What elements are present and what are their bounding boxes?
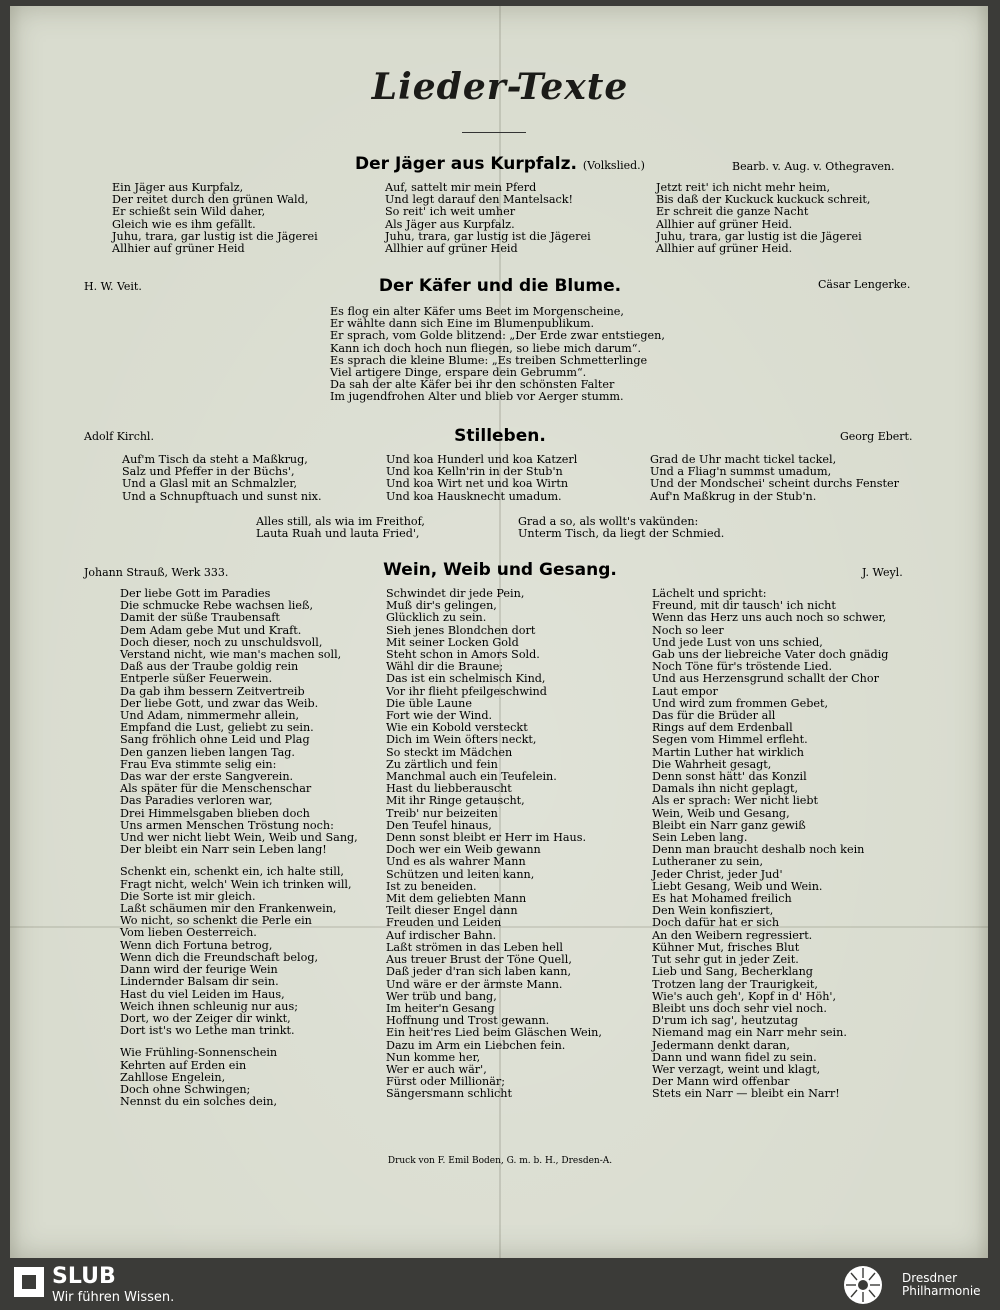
lyric-line: Daß jeder d'ran sich laben kann, bbox=[386, 965, 572, 979]
lyric-line: Hast du viel Leiden im Haus, bbox=[120, 987, 285, 1001]
lyric-line: Bis daß der Kuckuck kuckuck schreit, bbox=[656, 193, 871, 207]
composer-credit: Bearb. v. Aug. v. Othegraven. bbox=[732, 160, 895, 173]
lyric-line: Alles still, als wia im Freithof, bbox=[256, 515, 425, 528]
lyric-line: Vor ihr flieht pfeilgeschwind bbox=[386, 684, 547, 698]
lyric-line: Doch wer ein Weib gewann bbox=[386, 843, 541, 857]
lyric-line: Grad a so, als wollt's vakünden: bbox=[518, 515, 699, 528]
slub-logo-icon bbox=[14, 1267, 44, 1297]
lyric-line: Lieb und Sang, Becherklang bbox=[652, 965, 813, 979]
lyric-line: Damit der süße Traubensaft bbox=[120, 611, 280, 625]
lyric-line: Dazu im Arm ein Liebchen fein. bbox=[386, 1038, 566, 1052]
lyric-line: Und koa Hunderl und koa Katzerl bbox=[386, 453, 578, 466]
lyric-line: Empfand die Lust, geliebt zu sein. bbox=[120, 721, 314, 735]
lyric-line: Auf, sattelt mir mein Pferd bbox=[385, 181, 537, 194]
lyric-line: Segen vom Himmel erfleht. bbox=[652, 733, 808, 747]
lyric-line: Lauta Ruah und lauta Fried', bbox=[256, 527, 420, 541]
lyric-line: Es hat Mohamed freilich bbox=[652, 892, 792, 906]
lyric-line: Fragt nicht, welch' Wein ich trinken will, bbox=[120, 877, 352, 891]
lyric-line: Kühner Mut, frisches Blut bbox=[652, 940, 800, 954]
lyric-line: Nennst du ein solches dein, bbox=[120, 1095, 278, 1109]
lyric-line: Und a Glasl mit an Schmalzler, bbox=[122, 477, 298, 491]
lyric-line: Er wählte dann sich Eine im Blumenpublikum. bbox=[330, 317, 595, 331]
lyric-line: Auf'm Tisch da steht a Maßkrug, bbox=[122, 453, 308, 466]
lyric-line: Auf irdischer Bahn. bbox=[386, 928, 497, 942]
lyric-line: Laut empor bbox=[652, 684, 718, 698]
lyric-line: Daß aus der Traube goldig rein bbox=[120, 660, 299, 674]
lyric-line: Wer er auch wär', bbox=[386, 1062, 487, 1076]
lyric-line: Freuden und Leiden bbox=[386, 916, 502, 930]
lyric-line: Doch ohne Schwingen; bbox=[120, 1082, 251, 1096]
lyric-line: Sängersmann schlicht bbox=[386, 1087, 512, 1101]
lyric-line: Die Wahrheit gesagt, bbox=[652, 757, 772, 771]
partner-name bbox=[902, 1272, 981, 1298]
lyric-line: Wenn das Herz uns auch noch so schwer, bbox=[652, 611, 887, 625]
lyric-line: Dort, wo der Zeiger dir winkt, bbox=[120, 1011, 291, 1025]
lyric-line: Manchmal auch ein Teufelein. bbox=[386, 770, 557, 784]
lyric-line: Wer verzagt, weint und klagt, bbox=[652, 1062, 821, 1076]
lyrics-column bbox=[120, 588, 358, 1108]
lyric-line: Drei Himmelsgaben blieben doch bbox=[120, 806, 310, 820]
lyric-line: Schenkt ein, schenkt ein, ich halte still, bbox=[120, 865, 344, 879]
lyric-line: Und a Fliag'n summst umadum, bbox=[650, 465, 832, 479]
lyric-line: Teilt dieser Engel dann bbox=[386, 904, 518, 918]
lyric-line: Trotzen lang der Traurigkeit, bbox=[652, 977, 818, 991]
lyric-line: Mit seiner Locken Gold bbox=[386, 635, 519, 649]
lyrics-column bbox=[386, 454, 577, 503]
lyric-line: Wein, Weib und Gesang, bbox=[652, 806, 790, 820]
lyrics-closing bbox=[256, 516, 425, 540]
lyric-line: Lindernder Balsam dir sein. bbox=[120, 975, 279, 989]
lyric-line: Lächelt und spricht: bbox=[652, 587, 767, 600]
lyric-line: Verstand nicht, wie man's machen soll, bbox=[120, 648, 342, 662]
lyric-line: So steckt im Mädchen bbox=[386, 745, 513, 759]
lyric-line: Mit ihr Ringe getauscht, bbox=[386, 794, 525, 808]
lyrics-column bbox=[652, 588, 888, 1101]
lyric-line: Liebt Gesang, Weib und Wein. bbox=[652, 879, 823, 893]
lyric-line: Weich ihnen schleunig nur aus; bbox=[120, 999, 298, 1013]
lyric-line: Juhu, trara, gar lustig ist die Jägerei bbox=[656, 229, 862, 243]
lyric-line: Ein Jäger aus Kurpfalz, bbox=[112, 181, 244, 194]
lyric-line: Wie's auch geh', Kopf in d' Höh', bbox=[652, 989, 837, 1003]
lyric-line: Stets ein Narr — bleibt ein Narr! bbox=[652, 1087, 840, 1101]
lyric-line: Doch dafür hat er sich bbox=[652, 916, 780, 930]
lyric-line: Die schmucke Rebe wachsen ließ, bbox=[120, 599, 314, 613]
lyric-line: An den Weibern regressiert. bbox=[652, 928, 813, 942]
lyric-line: Gleich wie es ihm gefällt. bbox=[112, 217, 256, 231]
lyric-line: Als er sprach: Wer nicht liebt bbox=[652, 794, 819, 808]
lyric-line: Der Mann wird offenbar bbox=[652, 1075, 790, 1089]
lyric-line: Und koa Kelln'rin in der Stub'n bbox=[386, 465, 563, 479]
lyric-line: Sein Leben lang. bbox=[652, 831, 748, 845]
lyric-line: Noch so leer bbox=[652, 623, 724, 637]
lyric-line: Glücklich zu sein. bbox=[386, 611, 487, 625]
lyric-line: Bleibt uns doch sehr viel noch. bbox=[652, 1001, 827, 1015]
lyric-line: Kann ich doch hoch nun fliegen, so liebe mich darum“. bbox=[330, 341, 642, 355]
lyric-line: Das ist ein schelmisch Kind, bbox=[386, 672, 546, 686]
song-title-text: Stilleben. bbox=[454, 426, 546, 446]
lyric-line: Zu zärtlich und fein bbox=[386, 757, 498, 771]
lyric-line: Kehrten auf Erden ein bbox=[120, 1058, 247, 1072]
lyric-line: Dort ist's wo Lethe man trinkt. bbox=[120, 1024, 295, 1038]
lyric-line: Gab uns der liebreiche Vater doch gnädig bbox=[652, 648, 889, 662]
lyric-line: Im jugendfrohen Alter und blieb vor Aerger stumm. bbox=[330, 390, 624, 404]
lyric-line: Salz und Pfeffer in der Büchs', bbox=[122, 465, 295, 479]
lyric-line: Es sprach die kleine Blume: „Es treiben Schmetterlinge bbox=[330, 353, 648, 367]
lyric-line: Da gab ihm bessern Zeitvertreib bbox=[120, 684, 305, 698]
lyric-line: Mit dem geliebten Mann bbox=[386, 892, 527, 906]
lyric-line: Laßt strömen in das Leben hell bbox=[386, 940, 563, 954]
lyric-line: Jedermann denkt daran, bbox=[652, 1038, 790, 1052]
lyric-line: Und koa Wirt net und koa Wirtn bbox=[386, 477, 569, 491]
lyric-line: Freund, mit dir tausch' ich nicht bbox=[652, 599, 836, 613]
lyric-line: So reit' ich weit umher bbox=[385, 205, 516, 219]
lyrics-column bbox=[656, 182, 870, 255]
lyric-line: Viel artigere Dinge, erspare dein Gebrumm“. bbox=[330, 366, 587, 380]
lyric-line: Und koa Hausknecht umadum. bbox=[386, 489, 562, 503]
lyric-line: Laßt schäumen mir den Frankenwein, bbox=[120, 902, 337, 916]
lyric-line: Das Paradies verloren war, bbox=[120, 794, 273, 808]
lyric-line: Und aus Herzensgrund schallt der Chor bbox=[652, 672, 879, 686]
lyric-line: Tut sehr gut in jeder Zeit. bbox=[652, 953, 799, 967]
lyric-line: Steht schon in Amors Sold. bbox=[386, 648, 540, 662]
lyric-line: Der reitet durch den grünen Wald, bbox=[112, 193, 309, 207]
lyric-line: Noch Töne für's tröstende Lied. bbox=[652, 660, 833, 674]
song-title-text: Der Jäger aus Kurpfalz. bbox=[355, 154, 577, 174]
lyric-line: Er schießt sein Wild daher, bbox=[112, 205, 266, 219]
lyric-line: Allhier auf grüner Heid. bbox=[656, 217, 793, 231]
lyric-line: Sang fröhlich ohne Leid und Plag bbox=[120, 733, 310, 747]
song-subtitle: (Volkslied.) bbox=[582, 159, 645, 172]
song-title-text: Wein, Weib und Gesang. bbox=[383, 560, 617, 580]
lyric-line: Dann wird der feurige Wein bbox=[120, 963, 278, 977]
lyric-line: Wähl dir die Braune; bbox=[386, 660, 504, 674]
lyric-line: Entperle süßer Feuerwein. bbox=[120, 672, 273, 686]
lyric-line: Allhier auf grüner Heid. bbox=[656, 242, 793, 256]
lyric-line: Muß dir's gelingen, bbox=[386, 599, 497, 613]
lyric-line: Jetzt reit' ich nicht mehr heim, bbox=[656, 181, 831, 194]
lyric-line: Grad de Uhr macht tickel tackel, bbox=[650, 453, 837, 466]
lyric-line: Uns armen Menschen Tröstung noch: bbox=[120, 818, 334, 832]
lyrics-column bbox=[112, 182, 318, 255]
lyric-line: Und wäre er der ärmste Mann. bbox=[386, 977, 563, 991]
lyric-line: Die üble Laune bbox=[386, 696, 472, 710]
lyrics-column bbox=[386, 588, 602, 1101]
lyric-line: Das für die Brüder all bbox=[652, 709, 776, 723]
lyric-line: Wo nicht, so schenkt die Perle ein bbox=[120, 914, 312, 928]
lyric-line: Allhier auf grüner Heid bbox=[385, 242, 518, 256]
lyric-line: Hoffnung und Trost gewann. bbox=[386, 1014, 550, 1028]
lyric-line: Dann und wann fidel zu sein. bbox=[652, 1050, 817, 1064]
lyric-line: Und wird zum frommen Gebet, bbox=[652, 696, 829, 710]
lyric-line: Und wer nicht liebt Wein, Weib und Sang, bbox=[120, 831, 358, 845]
lyric-line: Denn sonst hätt' das Konzil bbox=[652, 770, 807, 784]
lyric-line: Wenn dich die Freundschaft belog, bbox=[120, 950, 319, 964]
lyric-line: Die Sorte ist mir gleich. bbox=[120, 889, 256, 903]
lyric-line: Den Teufel hinaus, bbox=[386, 818, 492, 832]
lyric-line: Als Jäger aus Kurpfalz. bbox=[385, 217, 515, 231]
lyric-line: Lutheraner zu sein, bbox=[652, 855, 764, 869]
lyric-line: Damals ihn nicht geplagt, bbox=[652, 782, 799, 796]
lyric-line: Als später für die Menschenschar bbox=[120, 782, 312, 796]
lyric-line: Juhu, trara, gar lustig ist die Jägerei bbox=[112, 229, 318, 243]
lyric-line: Vom lieben Oesterreich. bbox=[120, 926, 257, 940]
lyric-line: Schützen und leiten kann, bbox=[386, 867, 535, 881]
lyricist-credit: Cäsar Lengerke. bbox=[818, 278, 911, 291]
lyric-line: Treib' nur beizeiten bbox=[386, 806, 498, 820]
lyric-line: Wie Frühling-Sonnenschein bbox=[120, 1046, 278, 1060]
lyric-line: Rings auf dem Erdenball bbox=[652, 721, 793, 735]
lyric-line: Der liebe Gott, und zwar das Weib. bbox=[120, 696, 319, 710]
lyric-line: Dem Adam gebe Mut und Kraft. bbox=[120, 623, 302, 637]
lyric-line: Und legt darauf den Mantelsack! bbox=[385, 193, 574, 207]
composer-credit: H. W. Veit. bbox=[84, 280, 142, 293]
lyric-line: Martin Luther hat wirklich bbox=[652, 745, 805, 759]
lyric-line: Frau Eva stimmte selig ein: bbox=[120, 757, 277, 771]
lyric-line: Auf'n Maßkrug in der Stub'n. bbox=[650, 489, 817, 503]
lyric-line: Da sah der alte Käfer bei ihr den schönsten Falter bbox=[330, 378, 615, 392]
partner-name-line1: Dresdner bbox=[902, 1271, 958, 1285]
lyric-line: Und jede Lust von uns schied, bbox=[652, 635, 823, 649]
lyricist-credit: J. Weyl. bbox=[862, 566, 903, 579]
lyric-line: Doch dieser, noch zu unschuldsvoll, bbox=[120, 635, 323, 649]
lyric-line: Und Adam, nimmermehr allein, bbox=[120, 709, 300, 723]
lyricist-credit: Georg Ebert. bbox=[840, 430, 913, 443]
lyrics-column bbox=[385, 182, 591, 255]
lyric-line: Und der Mondschei' scheint durchs Fenster bbox=[650, 477, 899, 491]
library-name: SLUB bbox=[52, 1264, 116, 1289]
lyric-line: Er sprach, vom Golde blitzend: „Der Erde zwar entstiegen, bbox=[330, 329, 665, 343]
page-title: Lieder-Texte bbox=[371, 66, 629, 108]
lyric-line: Ist zu beneiden. bbox=[386, 879, 477, 893]
song-title-text: Der Käfer und die Blume. bbox=[378, 276, 622, 296]
lyric-line: Der bleibt ein Narr sein Leben lang! bbox=[120, 843, 327, 857]
lyrics-column bbox=[650, 454, 899, 503]
lyric-line: Den ganzen lieben langen Tag. bbox=[120, 745, 295, 759]
composer-credit: Johann Strauß, Werk 333. bbox=[84, 566, 229, 579]
partner-name-line2: Philharmonie bbox=[902, 1284, 981, 1298]
lyric-line: D'rum ich sag', heutzutag bbox=[652, 1014, 799, 1028]
lyric-line: Das war der erste Sangverein. bbox=[120, 770, 294, 784]
printer-imprint: Druck von F. Emil Boden, G. m. b. H., Dresden-A. bbox=[387, 1156, 613, 1166]
lyric-line: Im heiter'n Gesang bbox=[386, 1001, 495, 1015]
lyric-line: Unterm Tisch, da liegt der Schmied. bbox=[518, 527, 725, 541]
lyrics-closing bbox=[518, 516, 724, 540]
lyric-line: Den Wein konfisziert, bbox=[652, 904, 774, 918]
lyric-line: Bleibt ein Narr ganz gewiß bbox=[652, 818, 806, 832]
lyrics-column bbox=[330, 306, 665, 404]
lyric-line: Sieh jenes Blondchen dort bbox=[386, 623, 536, 637]
lyric-line: Wie ein Kobold versteckt bbox=[386, 721, 528, 735]
lyrics-column bbox=[122, 454, 322, 503]
lyric-line: Dich im Wein öfters neckt, bbox=[386, 733, 537, 747]
lyric-line: Hast du liebberauscht bbox=[386, 782, 512, 796]
lyric-line: Ein heit'res Lied beim Gläschen Wein, bbox=[386, 1026, 602, 1040]
philharmonie-logo-icon bbox=[842, 1264, 884, 1306]
lyric-line: Fürst oder Millionär; bbox=[386, 1075, 506, 1089]
lyric-line: Aus treuer Brust der Töne Quell, bbox=[386, 953, 572, 967]
lyric-line: Denn sonst bleibt er Herr im Haus. bbox=[386, 831, 587, 845]
lyric-line: Der liebe Gott im Paradies bbox=[120, 587, 271, 600]
song-title-wein bbox=[0, 560, 1000, 580]
lyric-line: Wer trüb und bang, bbox=[386, 989, 497, 1003]
lyric-line: Niemand mag ein Narr mehr sein. bbox=[652, 1026, 847, 1040]
lyric-line: Schwindet dir jede Pein, bbox=[386, 587, 525, 600]
lyric-line: Wenn dich Fortuna betrog, bbox=[120, 938, 273, 952]
library-tagline: Wir führen Wissen. bbox=[52, 1290, 175, 1305]
lyric-line: Es flog ein alter Käfer ums Beet im Morgenscheine, bbox=[330, 305, 624, 318]
lyric-line: Er schreit die ganze Nacht bbox=[656, 205, 809, 219]
lyric-line: Und es als wahrer Mann bbox=[386, 855, 526, 869]
lyric-line: Nun komme her, bbox=[386, 1050, 481, 1064]
lyric-line: Juhu, trara, gar lustig ist die Jägerei bbox=[385, 229, 591, 243]
lyric-line: Allhier auf grüner Heid bbox=[112, 242, 245, 256]
lyric-line: Denn man braucht deshalb noch kein bbox=[652, 843, 865, 857]
lyric-line: Zahllose Engelein, bbox=[120, 1070, 226, 1084]
title-divider bbox=[462, 132, 526, 133]
lyric-line: Fort wie der Wind. bbox=[386, 709, 493, 723]
lyric-line: Und a Schnupftuach und sunst nix. bbox=[122, 489, 322, 503]
composer-credit: Adolf Kirchl. bbox=[84, 430, 154, 443]
lyric-line: Jeder Christ, jeder Jud' bbox=[652, 867, 783, 881]
